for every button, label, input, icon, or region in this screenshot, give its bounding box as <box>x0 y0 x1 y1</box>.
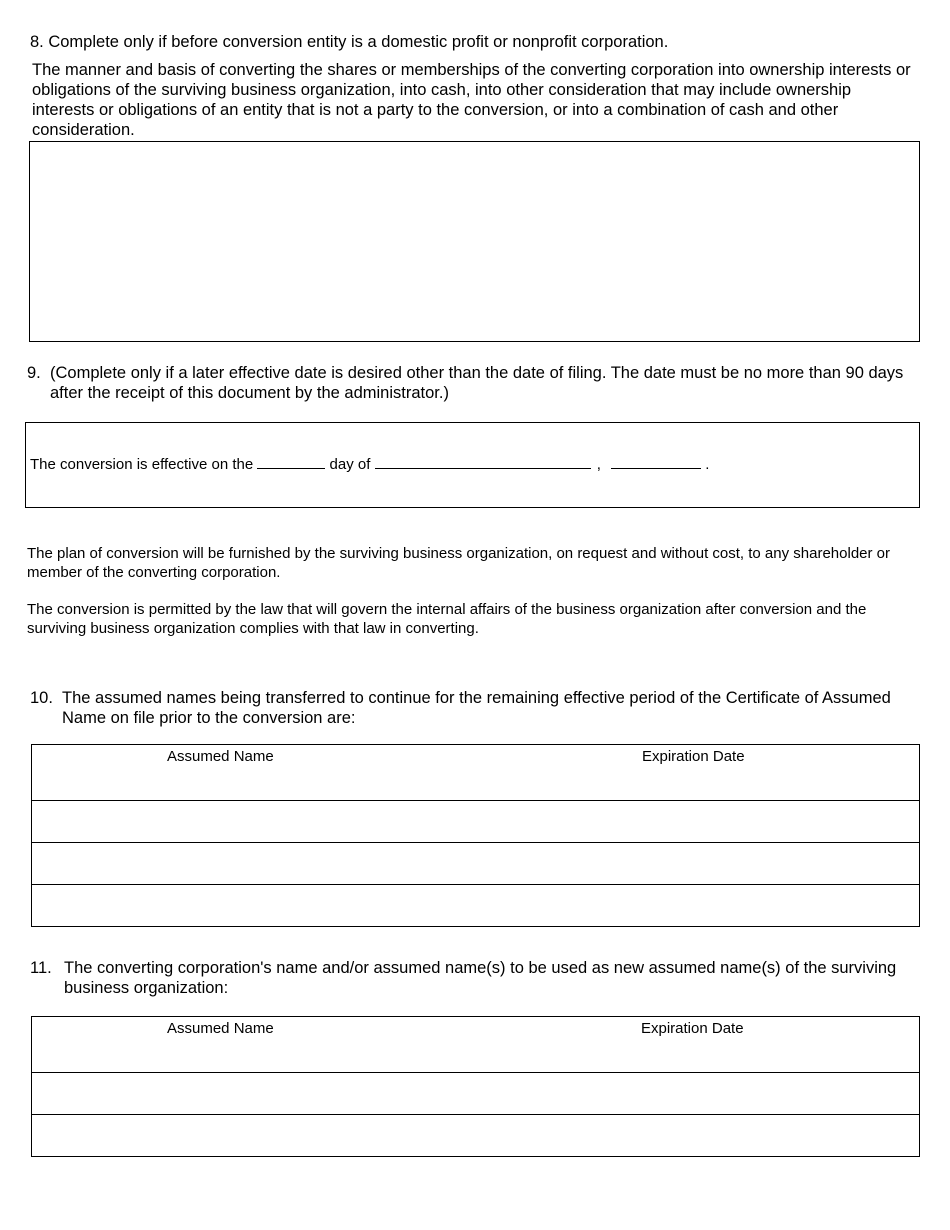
section-9-number: 9. <box>27 364 41 382</box>
section-10-number: 10. <box>30 689 53 707</box>
section-11-col-expiration-date: Expiration Date <box>641 1020 744 1037</box>
section-8-description: The manner and basis of converting the shares or memberships of the converting corporation into ownership interests or obligations of the surviving business organization, into cash, into other consideration that may include ownership interests or obligations of an entity that is not a party to the conversion, or into a combination of cash and other consideration. <box>32 61 911 139</box>
table-row-divider <box>32 800 919 801</box>
plan-statement: The plan of conversion will be furnished by the surviving business organization, on request and without cost, to any shareholder or member of the converting corporation. <box>27 545 890 581</box>
section-8-heading: 8. Complete only if before conversion entity is a domestic profit or nonprofit corporation. <box>30 33 669 51</box>
section-11-col-assumed-name: Assumed Name <box>167 1020 274 1037</box>
comma-separator: , <box>596 456 601 473</box>
section-10-col-expiration-date: Expiration Date <box>642 748 745 765</box>
table-row-divider <box>32 1114 919 1115</box>
section-8-text-value <box>30 142 919 158</box>
table-row-divider <box>32 1072 919 1073</box>
effective-prefix: The conversion is effective on the <box>30 456 254 473</box>
section-11-heading-text: The converting corporation's name and/or assumed name(s) to be used as new assumed name(s) of the surviving business organization: <box>64 959 897 997</box>
section-8-text-box[interactable] <box>29 141 920 342</box>
effective-date-line <box>30 454 709 474</box>
section-11-table <box>31 1016 920 1157</box>
month-blank[interactable] <box>375 454 591 469</box>
section-9-heading-text: (Complete only if a later effective date is desired other than the date of filing. The date must be no more than 90 days after the receipt of this document by the administrator.) <box>50 364 904 402</box>
table-row-divider <box>32 884 919 885</box>
law-statement: The conversion is permitted by the law that will govern the internal affairs of the business organization after conversion and the surviving business organization complies with that law in converting. <box>27 601 867 637</box>
section-9-heading <box>27 363 907 403</box>
period-mark: . <box>705 456 710 473</box>
section-11-heading <box>30 958 900 998</box>
section-10-heading <box>30 688 900 728</box>
day-of-label: day of <box>329 456 371 473</box>
day-blank[interactable] <box>257 454 325 469</box>
year-blank[interactable] <box>611 454 701 469</box>
section-10-col-assumed-name: Assumed Name <box>167 748 274 765</box>
section-10-heading-text: The assumed names being transferred to continue for the remaining effective period of the Certificate of Assumed Name on file prior to the conversion are: <box>62 689 891 727</box>
section-9-date-box <box>25 422 920 508</box>
table-row-divider <box>32 842 919 843</box>
section-10-table <box>31 744 920 927</box>
section-11-number: 11. <box>30 959 52 977</box>
